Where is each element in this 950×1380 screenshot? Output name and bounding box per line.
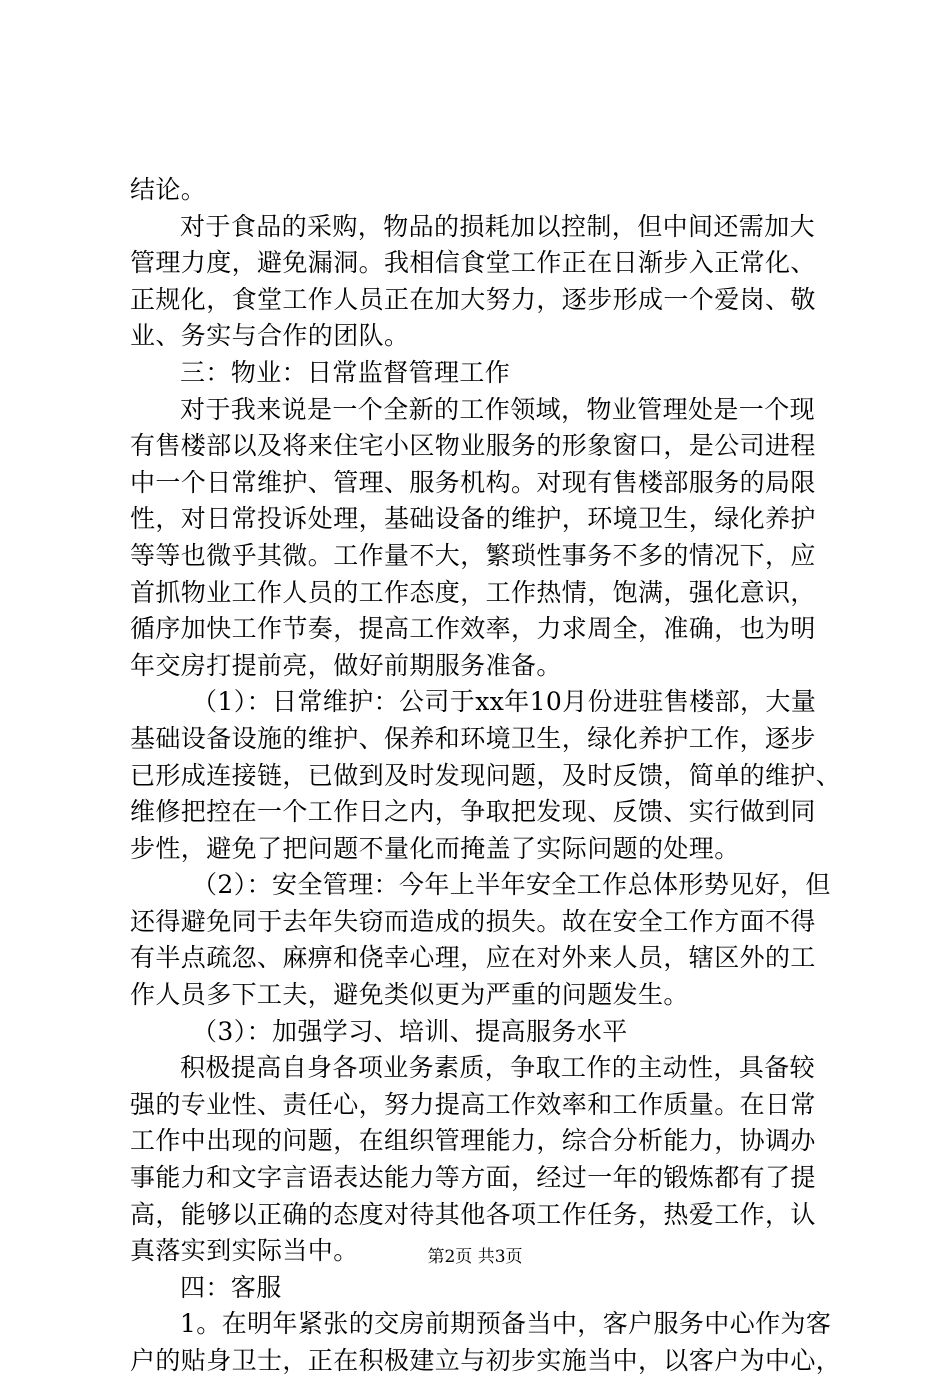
section-heading: 三：物业：日常监督管理工作 xyxy=(180,357,511,387)
text-line: 作人员多下工夫，避免类似更为严重的问题发生。 xyxy=(130,980,689,1010)
text-line: 1。在明年紧张的交房前期预备当中，客户服务中心作为客 xyxy=(180,1309,832,1339)
section-heading: 四：客服 xyxy=(180,1272,282,1302)
text-line: 工作中出现的问题，在组织管理能力，综合分析能力，协调办 xyxy=(130,1126,816,1156)
text-line: 年交房打提前亮，做好前期服务准备。 xyxy=(130,650,562,680)
text-line: 还得避免同于去年失窃而造成的损失。故在安全工作方面不得 xyxy=(130,906,816,936)
text-line: 业、务实与合作的团队。 xyxy=(130,321,410,351)
text-line: 户的贴身卫士，正在积极建立与初步实施当中，以客户为中心， xyxy=(130,1346,842,1375)
text-line: 步性，避免了把问题不量化而掩盖了实际问题的处理。 xyxy=(130,833,740,863)
text-line: 管理力度，避免漏洞。我相信食堂工作正在日渐步入正常化、 xyxy=(130,248,816,278)
text-line: 真落实到实际当中。 xyxy=(130,1236,359,1266)
text-line: 中一个日常维护、管理、服务机构。对现有售楼部服务的局限 xyxy=(130,467,816,497)
text-line: 等等也微乎其微。工作量不大，繁琐性事务不多的情况下，应 xyxy=(130,540,816,570)
text-line: 维修把控在一个工作日之内，争取把发现、反馈、实行做到同 xyxy=(130,797,816,827)
text-line: 结论。 xyxy=(130,175,207,204)
text-line: 已形成连接链，已做到及时发现问题，及时反馈，简单的维护、 xyxy=(130,760,842,790)
text-line: 强的专业性、责任心，努力提高工作效率和工作质量。在日常 xyxy=(130,1089,816,1119)
text-line: 性，对日常投诉处理，基础设备的维护，环境卫生，绿化养护 xyxy=(130,504,816,534)
text-line: 积极提高自身各项业务素质，争取工作的主动性，具备较 xyxy=(180,1053,816,1083)
subsection-heading: （3）：加强学习、培训、提高服务水平 xyxy=(192,1016,628,1046)
text-line: 正规化，食堂工作人员正在加大努力，逐步形成一个爱岗、敬 xyxy=(130,284,816,314)
text-line: 循序加快工作节奏，提高工作效率，力求周全，准确，也为明 xyxy=(130,614,816,644)
text-line: 基础设备设施的维护、保养和环境卫生，绿化养护工作，逐步 xyxy=(130,723,816,753)
page-number-footer: 第2页 共3页 xyxy=(427,1247,523,1267)
text-line: 高，能够以正确的态度对待其他各项工作任务，热爱工作，认 xyxy=(130,1199,816,1229)
text-line: 对于食品的采购，物品的损耗加以控制，但中间还需加大 xyxy=(180,211,816,241)
text-line: （2）：安全管理：今年上半年安全工作总体形势见好，但 xyxy=(192,870,831,900)
document-body xyxy=(130,172,850,1380)
text-line: 对于我来说是一个全新的工作领域，物业管理处是一个现 xyxy=(180,394,816,424)
text-line: 首抓物业工作人员的工作态度，工作热情，饱满，强化意识， xyxy=(130,577,816,607)
text-line: 有半点疏忽、麻痹和侥幸心理，应在对外来人员，辖区外的工 xyxy=(130,943,816,973)
text-line: 有售楼部以及将来住宅小区物业服务的形象窗口，是公司进程 xyxy=(130,431,816,461)
text-line: 事能力和文字言语表达能力等方面，经过一年的锻炼都有了提 xyxy=(130,1163,816,1193)
text-line: （1）：日常维护：公司于xx年10月份进驻售楼部，大量 xyxy=(192,687,817,717)
